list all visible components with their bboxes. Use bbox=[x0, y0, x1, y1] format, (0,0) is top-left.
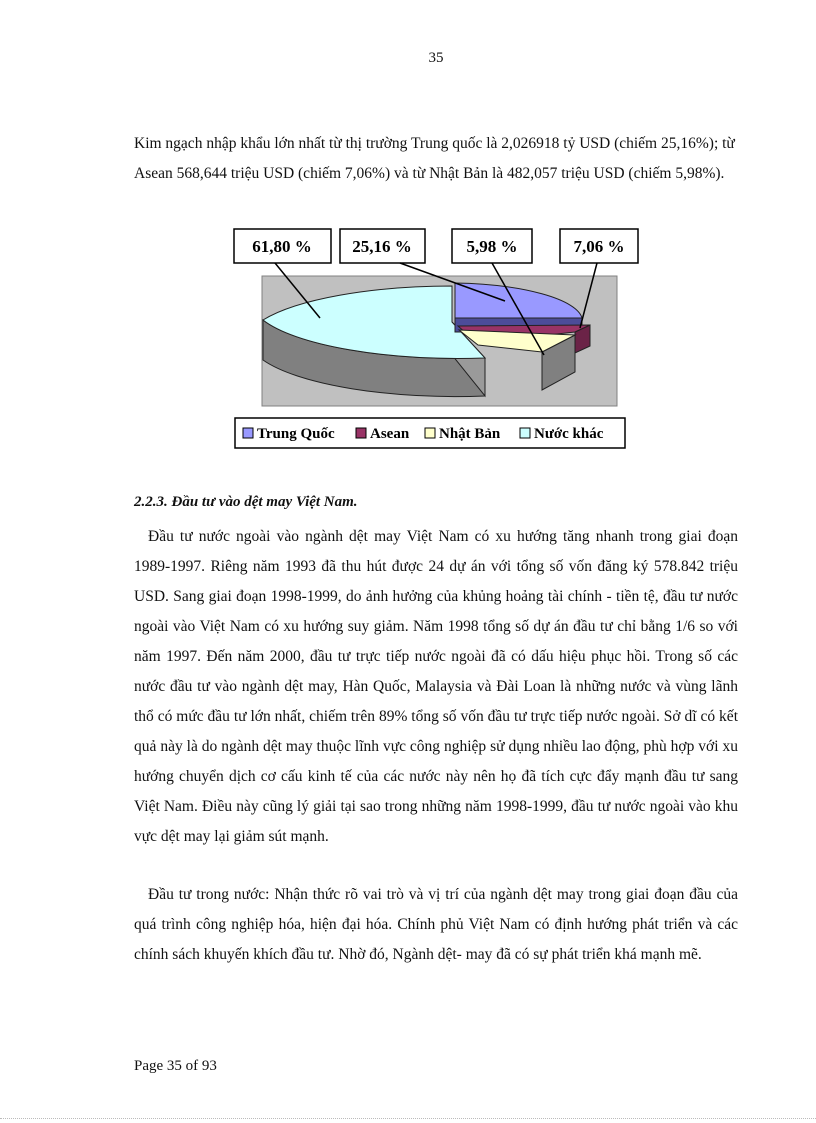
data-label-nuoc-khac: 61,80 % bbox=[252, 237, 312, 256]
page-footer: Page 35 of 93 bbox=[134, 1058, 217, 1074]
paragraph-foreign-investment: Đầu tư nước ngoài vào ngành dệt may Việt Nam có xu hướng tăng nhanh trong giai đoạn 1989-1997. Riêng năm 1993 đã thu hút được 24 dự án với tổng số vốn đăng ký 578.842 triệu USD. Sang giai đoạn 1998-1999, do ảnh hưởng của khủng hoảng tài chính - tiền tệ, đầu tư nước ngoài vào Việt Nam có xu hướng suy giảm. Năm 1998 tổng số dự án đầu tư chỉ bằng 1/6 so với năm 1997. Đến năm 2000, đầu tư trực tiếp nước ngoài đã có dấu hiệu phục hồi. Trong số các nước đầu tư vào ngành dệt may, Hàn Quốc, Malaysia và Đài Loan là những nước và vùng lãnh thổ có mức đầu tư lớn nhất, chiếm trên 89% tổng số vốn đầu tư trực tiếp nước ngoài. Sở dĩ có kết quả này là do ngành dệt may thuộc lĩnh vực công nghiệp sử dụng nhiều lao động, phù hợp với xu hướng chuyển dịch cơ cấu kinh tế của các nước này nên họ đã tích cực đẩy mạnh đầu tư sang Việt Nam. Điều này cũng lý giải tại sao trong những năm 1998-1999, đầu tư nước ngoài vào khu vực dệt may lại giảm sút mạnh. bbox=[134, 528, 738, 845]
legend-label-nhat-ban: Nhật Bản bbox=[439, 426, 501, 442]
section-heading: 2.2.3. Đầu tư vào dệt may Việt Nam. bbox=[134, 494, 358, 510]
intro-paragraph: Kim ngạch nhập khẩu lớn nhất từ thị trường Trung quốc là 2,026918 tỷ USD (chiếm 25,16%); từ Asean 568,644 triệu USD (chiếm 7,06%) và từ Nhật Bản là 482,057 triệu USD (chiếm 5,98%). bbox=[134, 135, 735, 182]
legend-label-trung-quoc: Trung Quốc bbox=[257, 426, 335, 442]
pie-chart bbox=[0, 0, 816, 470]
legend-swatch-trung-quoc bbox=[243, 428, 253, 438]
legend-swatch-nuoc-khac bbox=[520, 428, 530, 438]
legend-label-asean: Asean bbox=[370, 426, 410, 442]
legend-swatch-nhat-ban bbox=[425, 428, 435, 438]
data-label-nhat-ban: 5,98 % bbox=[466, 237, 518, 256]
data-label-asean: 7,06 % bbox=[573, 237, 625, 256]
paragraph-domestic-investment: Đầu tư trong nước: Nhận thức rõ vai trò và vị trí của ngành dệt may trong giai đoạn đầu của quá trình công nghiệp hóa, hiện đại hóa. Chính phủ Việt Nam có định hướng phát triển và các chính sách khuyến khích đầu tư. Nhờ đó, Ngành dệt- may đã có sự phát triển khá mạnh mẽ. bbox=[134, 886, 738, 963]
legend-label-nuoc-khac: Nước khác bbox=[534, 426, 604, 442]
legend-swatch-asean bbox=[356, 428, 366, 438]
page-number: 35 bbox=[428, 50, 444, 66]
data-label-trung-quoc: 25,16 % bbox=[352, 237, 412, 256]
page-bottom-divider bbox=[0, 1118, 816, 1119]
